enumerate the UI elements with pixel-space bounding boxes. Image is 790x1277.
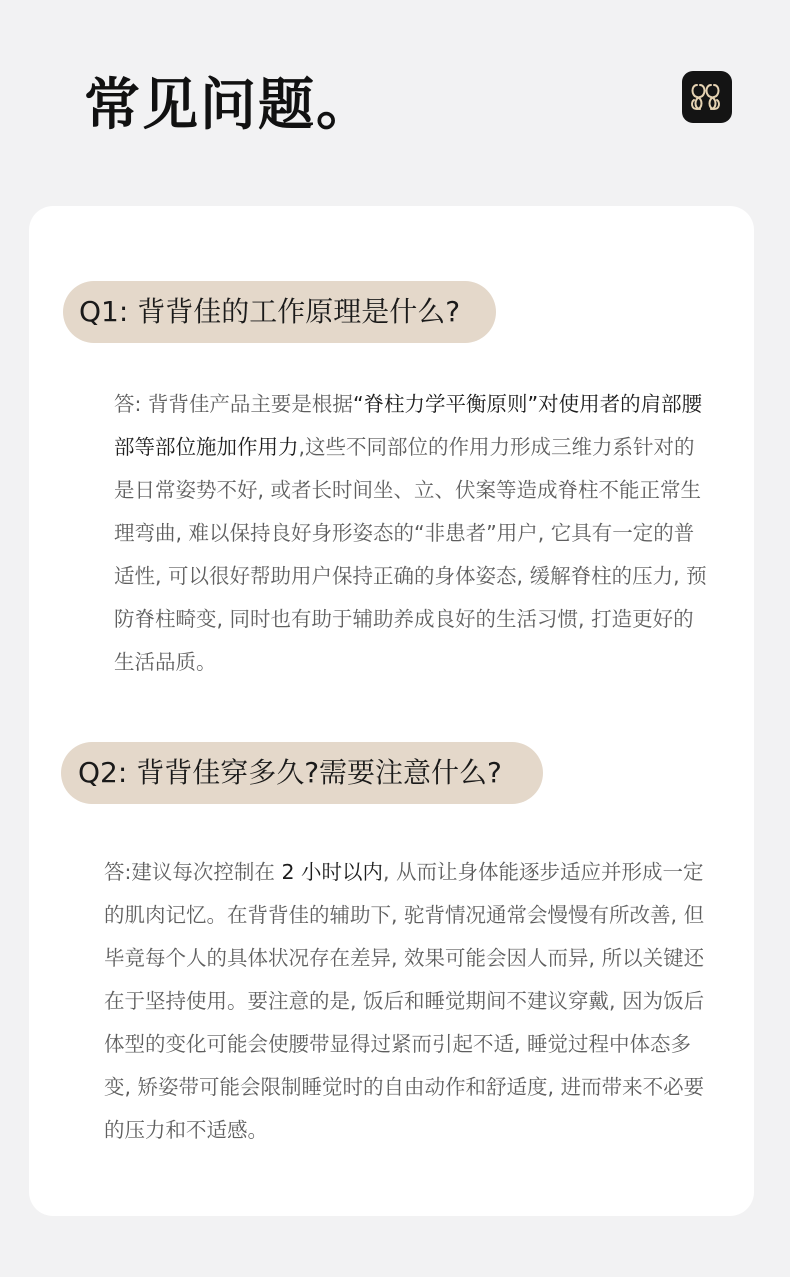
page-title: 常见问题。 [84,73,374,138]
answer-1-suffix: ,这些不同部位的作用力形成三维力系针对的是日常姿势不好, 或者长时间坐、立、伏案等造成脊柱不能正常生理弯曲, 难以保持良好身形姿态的“非患者”用户, 它具有一定的普适性, 可以很好帮助用户保持正确的身体姿态, 缓解脊柱的压力, 预防脊柱畸变, 同时也有助于辅助养成良好的生活习惯, 打造更好的生活品质。 [114,435,707,674]
faq-answer-1 [114,383,714,684]
answer-1-highlight: “脊柱力学平衡原则”对使用者的肩部腰部等部位施加作用力 [114,392,703,459]
answer-2-prefix: 答:建议每次控制在 [104,860,282,884]
faq-question-2: Q2: 背背佳穿多久?需要注意什么? [61,742,543,804]
answer-2-highlight: 2 小时以内 [281,860,383,884]
faq-question-1: Q1: 背背佳的工作原理是什么? [63,281,496,343]
answer-2-suffix: , 从而让身体能逐步适应并形成一定的肌肉记忆。在背背佳的辅助下, 驼背情况通常会慢慢有所改善, 但毕竟每个人的具体状况存在差异, 效果可能会因人而异, 所以关键还在于坚持使用。要注意的是, 饭后和睡觉期间不建议穿戴, 因为饭后体型的变化可能会使腰带显得过紧而引起不适, 睡觉过程中体态多变, 矫姿带可能会限制睡觉时的自由动作和舒适度, 进而带来不必要的压力和不适感。 [104,860,705,1142]
faq-card [29,206,754,1216]
faq-answer-2 [104,851,714,1152]
brand-monogram-icon [682,71,732,123]
answer-1-prefix: 答: 背背佳产品主要是根据 [114,392,353,416]
